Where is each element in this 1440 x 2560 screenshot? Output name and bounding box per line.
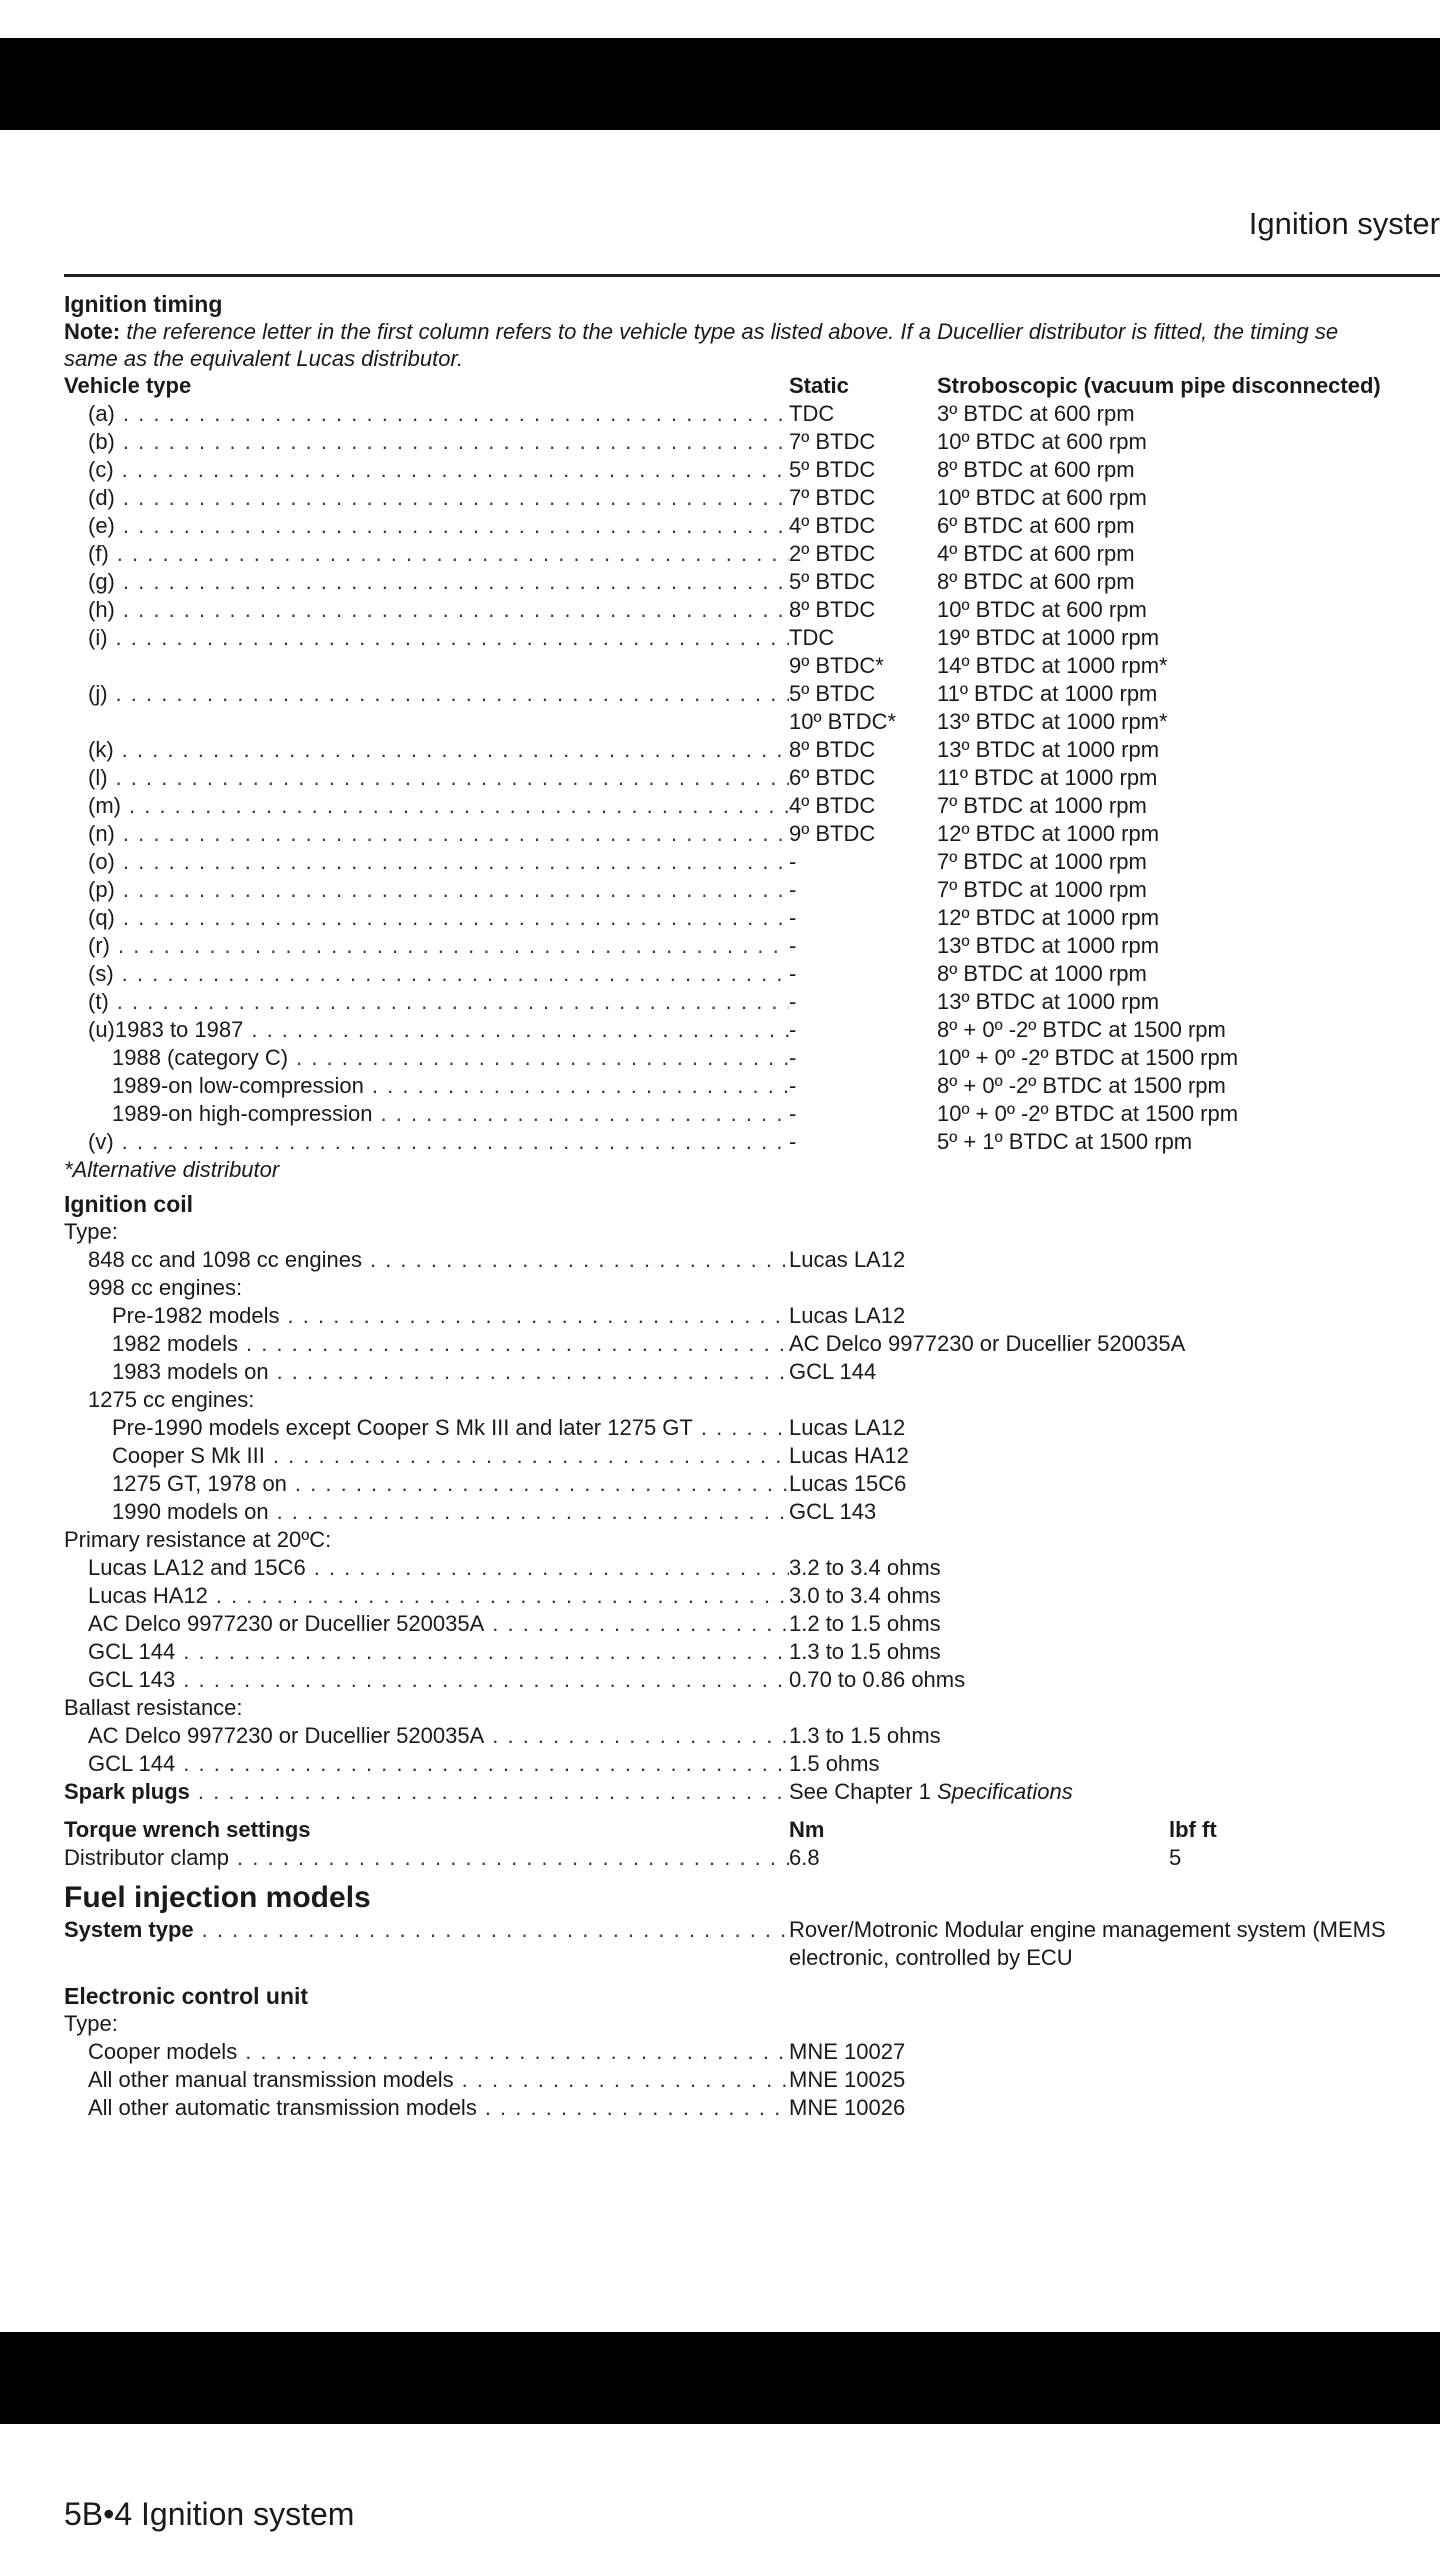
timing-row [64, 428, 1440, 456]
vehicle-type-cell: (f) . . . [64, 540, 789, 568]
note-label: Note: [64, 319, 121, 344]
strobe-cell: 10º BTDC at 600 rpm [937, 429, 1147, 454]
vehicle-type-cell: (v) . . . [64, 1128, 789, 1156]
ignition-coil-title: Ignition coil [64, 1191, 194, 1217]
spec-row: GCL 143 . . . 0.70 to 0.86 ohms [64, 1666, 1440, 1694]
timing-row [64, 596, 1440, 624]
torque-header-row [64, 1816, 1440, 1844]
timing-row [64, 484, 1440, 512]
coil-998-label: 998 cc engines: [88, 1275, 243, 1300]
strobe-cell: 10º + 0º -2º BTDC at 1500 rpm [937, 1101, 1239, 1126]
coil-1275-label: 1275 cc engines: [88, 1387, 255, 1412]
static-cell: 7º BTDC [789, 429, 876, 454]
ignition-timing-title: Ignition timing [64, 291, 223, 317]
strobe-cell: 13º BTDC at 1000 rpm [937, 737, 1160, 762]
timing-header-row [64, 372, 1440, 400]
col-static: Static [789, 373, 849, 398]
spec-row: AC Delco 9977230 or Ducellier 520035A . . . 1.2 to 1.5 ohms [64, 1610, 1440, 1638]
static-cell: TDC [789, 401, 835, 426]
timing-row [64, 848, 1440, 876]
timing-row [64, 652, 1440, 680]
timing-row [64, 456, 1440, 484]
vehicle-type-cell: (d) . . . [64, 484, 789, 512]
timing-note [64, 318, 1440, 345]
static-cell: - [789, 1129, 797, 1154]
strobe-cell: 19º BTDC at 1000 rpm [937, 625, 1160, 650]
static-cell: 2º BTDC [789, 541, 876, 566]
spec-row: 1982 models . . . AC Delco 9977230 or Ducellier 520035A [64, 1330, 1440, 1358]
strobe-cell: 13º BTDC at 1000 rpm [937, 933, 1160, 958]
system-type-row: System type . . . Rover/Motronic Modular engine management system (MEMS [64, 1916, 1440, 1944]
static-cell: - [789, 877, 797, 902]
vehicle-type-cell: (e) . . . [64, 512, 789, 540]
strobe-cell: 14º BTDC at 1000 rpm* [937, 653, 1168, 678]
static-cell: - [789, 933, 797, 958]
static-cell: - [789, 1045, 797, 1070]
static-cell: - [789, 905, 797, 930]
timing-row [64, 540, 1440, 568]
vehicle-type-cell: (g) . . . [64, 568, 789, 596]
spec-row: AC Delco 9977230 or Ducellier 520035A . . . 1.3 to 1.5 ohms [64, 1722, 1440, 1750]
strobe-cell: 10º + 0º -2º BTDC at 1500 rpm [937, 1045, 1239, 1070]
vehicle-type-cell: 1989-on low-compression . . . [64, 1072, 789, 1100]
spec-row: Pre-1990 models except Cooper S Mk III and later 1275 GT . . . Lucas LA12 [64, 1414, 1440, 1442]
static-cell: 4º BTDC [789, 793, 876, 818]
spec-row: All other manual transmission models . . . MNE 10025 [64, 2066, 1440, 2094]
spec-row: Lucas HA12 . . . 3.0 to 3.4 ohms [64, 1582, 1440, 1610]
spec-content [64, 290, 1440, 2122]
col-stroboscopic: Stroboscopic (vacuum pipe disconnected) [937, 373, 1381, 398]
spec-row: GCL 144 . . . 1.5 ohms [64, 1750, 1440, 1778]
vehicle-type-cell: (i) . . . [64, 624, 789, 652]
static-cell: - [789, 1073, 797, 1098]
vehicle-type-cell: (t) . . . [64, 988, 789, 1016]
spec-row: Cooper S Mk III . . . Lucas HA12 [64, 1442, 1440, 1470]
vehicle-type-cell: (b) . . . [64, 428, 789, 456]
timing-row [64, 1044, 1440, 1072]
static-cell: 9º BTDC [789, 821, 876, 846]
spec-row: Pre-1982 models . . . Lucas LA12 [64, 1302, 1440, 1330]
strobe-cell: 5º + 1º BTDC at 1500 rpm [937, 1129, 1193, 1154]
timing-row [64, 820, 1440, 848]
strobe-cell: 4º BTDC at 600 rpm [937, 541, 1135, 566]
torque-title: Torque wrench settings [64, 1817, 311, 1842]
ballast-resistance-label: Ballast resistance: [64, 1695, 243, 1720]
timing-row [64, 1016, 1440, 1044]
strobe-cell: 12º BTDC at 1000 rpm [937, 821, 1160, 846]
strobe-cell: 11º BTDC at 1000 rpm [937, 681, 1158, 706]
timing-table [64, 400, 1440, 1156]
col-vehicle-type: Vehicle type [64, 373, 192, 398]
strobe-cell: 10º BTDC at 600 rpm [937, 485, 1147, 510]
strobe-cell: 8º BTDC at 1000 rpm [937, 961, 1147, 986]
vehicle-type-cell: 1989-on high-compression . . . [64, 1100, 789, 1128]
note-line1: the reference letter in the first column refers to the vehicle type as listed above. If a Ducellier distributor is fitted, the timing se [126, 319, 1339, 344]
system-type-row-cont: electronic, controlled by ECU [789, 1945, 1073, 1970]
strobe-cell: 8º BTDC at 600 rpm [937, 569, 1135, 594]
strobe-cell: 13º BTDC at 1000 rpm* [937, 709, 1168, 734]
timing-row [64, 736, 1440, 764]
strobe-cell: 8º + 0º -2º BTDC at 1500 rpm [937, 1073, 1226, 1098]
primary-resistance-label: Primary resistance at 20ºC: [64, 1527, 332, 1552]
col-lbf-ft: lbf ft [1169, 1817, 1217, 1842]
spec-row: Cooper models . . . MNE 10027 [64, 2038, 1440, 2066]
vehicle-type-cell [64, 708, 789, 736]
static-cell: - [789, 849, 797, 874]
strobe-cell: 6º BTDC at 600 rpm [937, 513, 1135, 538]
note-line2: same as the equivalent Lucas distributor. [64, 346, 464, 371]
spec-row: All other automatic transmission models . . . MNE 10026 [64, 2094, 1440, 2122]
strobe-cell: 13º BTDC at 1000 rpm [937, 989, 1160, 1014]
static-cell: 7º BTDC [789, 485, 876, 510]
col-nm: Nm [789, 1817, 825, 1842]
ecu-type-label: Type: [64, 2011, 118, 2036]
coil-type-label: Type: [64, 1219, 118, 1244]
strobe-cell: 3º BTDC at 600 rpm [937, 401, 1135, 426]
vehicle-type-cell: (q) . . . [64, 904, 789, 932]
spec-row: 1990 models on . . . GCL 143 [64, 1498, 1440, 1526]
static-cell: 5º BTDC [789, 569, 876, 594]
vehicle-type-cell: (k) . . . [64, 736, 789, 764]
static-cell: 10º BTDC* [789, 709, 897, 734]
top-black-band [0, 38, 1440, 130]
timing-row [64, 960, 1440, 988]
static-cell: 9º BTDC* [789, 653, 884, 678]
timing-row [64, 988, 1440, 1016]
running-head: Ignition syster [1248, 206, 1440, 241]
vehicle-type-cell: (r) . . . [64, 932, 789, 960]
static-cell: - [789, 1101, 797, 1126]
strobe-cell: 11º BTDC at 1000 rpm [937, 765, 1158, 790]
vehicle-type-cell: (s) . . . [64, 960, 789, 988]
vehicle-type-cell: (c) . . . [64, 456, 789, 484]
timing-row [64, 708, 1440, 736]
timing-row [64, 932, 1440, 960]
timing-row [64, 764, 1440, 792]
vehicle-type-cell: (a) . . . [64, 400, 789, 428]
vehicle-type-cell: (m) . . . [64, 792, 789, 820]
vehicle-type-cell: (p) . . . [64, 876, 789, 904]
static-cell: - [789, 989, 797, 1014]
timing-row [64, 792, 1440, 820]
static-cell: 5º BTDC [789, 457, 876, 482]
static-cell: - [789, 1017, 797, 1042]
spec-row: Lucas LA12 and 15C6 . . . 3.2 to 3.4 ohms [64, 1554, 1440, 1582]
vehicle-type-cell: (n) . . . [64, 820, 789, 848]
timing-footnote: *Alternative distributor [64, 1157, 280, 1182]
fuel-injection-title: Fuel injection models [64, 1881, 371, 1914]
vehicle-type-cell: (u)1983 to 1987 . . . [64, 1016, 789, 1044]
timing-row [64, 400, 1440, 428]
vehicle-type-cell [64, 652, 789, 680]
bottom-black-band [0, 2332, 1440, 2424]
spark-plugs-row: Spark plugs . . . See Chapter 1 Specifications [64, 1778, 1440, 1806]
timing-row [64, 876, 1440, 904]
static-cell: - [789, 961, 797, 986]
ecu-title: Electronic control unit [64, 1983, 309, 2009]
strobe-cell: 7º BTDC at 1000 rpm [937, 849, 1147, 874]
static-cell: 4º BTDC [789, 513, 876, 538]
timing-row [64, 1128, 1440, 1156]
timing-row [64, 568, 1440, 596]
strobe-cell: 8º + 0º -2º BTDC at 1500 rpm [937, 1017, 1226, 1042]
strobe-cell: 8º BTDC at 600 rpm [937, 457, 1135, 482]
timing-row [64, 1100, 1440, 1128]
distributor-clamp-row: Distributor clamp . . . 6.8 5 [64, 1844, 1440, 1872]
timing-row [64, 624, 1440, 652]
timing-row [64, 1072, 1440, 1100]
timing-note-line2 [64, 345, 1440, 372]
strobe-cell: 7º BTDC at 1000 rpm [937, 793, 1147, 818]
vehicle-type-cell: (l) . . . [64, 764, 789, 792]
spec-row: 848 cc and 1098 cc engines . . . Lucas LA12 [64, 1246, 1440, 1274]
vehicle-type-cell: (j) . . . [64, 680, 789, 708]
timing-row [64, 904, 1440, 932]
vehicle-type-cell: (h) . . . [64, 596, 789, 624]
static-cell: 8º BTDC [789, 597, 876, 622]
spec-row: 1275 GT, 1978 on . . . Lucas 15C6 [64, 1470, 1440, 1498]
strobe-cell: 7º BTDC at 1000 rpm [937, 877, 1147, 902]
static-cell: TDC [789, 625, 835, 650]
static-cell: 5º BTDC [789, 681, 876, 706]
timing-row [64, 512, 1440, 540]
spec-row: GCL 144 . . . 1.3 to 1.5 ohms [64, 1638, 1440, 1666]
spec-row: 1983 models on . . . GCL 144 [64, 1358, 1440, 1386]
strobe-cell: 12º BTDC at 1000 rpm [937, 905, 1160, 930]
header-rule [64, 274, 1440, 277]
static-cell: 6º BTDC [789, 765, 876, 790]
strobe-cell: 10º BTDC at 600 rpm [937, 597, 1147, 622]
static-cell: 8º BTDC [789, 737, 876, 762]
vehicle-type-cell: 1988 (category C) . . . [64, 1044, 789, 1072]
vehicle-type-cell: (o) . . . [64, 848, 789, 876]
timing-row [64, 680, 1440, 708]
page-footer: 5B•4 Ignition system [64, 2496, 355, 2532]
